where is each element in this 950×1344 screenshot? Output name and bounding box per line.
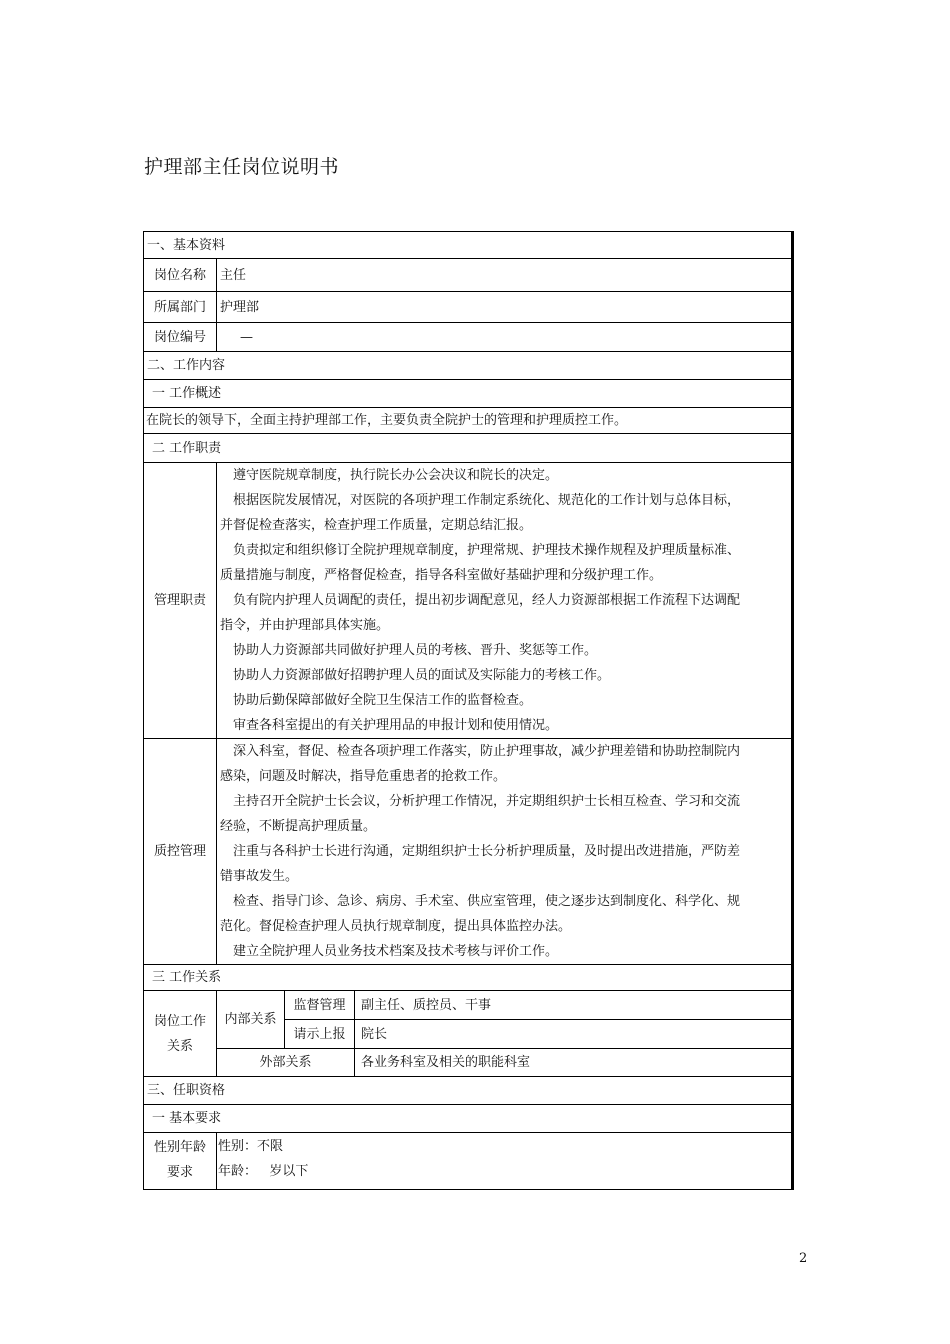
work-relations-label-line2: 关系 xyxy=(166,1038,193,1054)
position-name-label: 岗位名称 xyxy=(144,259,217,292)
department-label: 所属部门 xyxy=(144,292,217,323)
section-row-work-overview xyxy=(144,380,793,408)
supervise-value: 副主任、质控员、干事 xyxy=(355,991,793,1020)
quality-control-label: 质控管理 xyxy=(144,739,217,965)
management-line: 遵守医院规章制度，执行院长办公会决议和院长的决定。 xyxy=(233,468,559,483)
report-value: 院长 xyxy=(355,1020,793,1049)
section-row-basic-requirements xyxy=(144,1105,793,1133)
management-line: 负有院内护理人员调配的责任，提出初步调配意见，经人力资源部根据工作流程下达调配 xyxy=(233,593,741,608)
quality-line: 感染，问题及时解决，指导危重患者的抢救工作。 xyxy=(220,769,507,784)
management-line: 协助人力资源部做好招聘护理人员的面试及实际能力的考核工作。 xyxy=(233,668,611,683)
position-name-value: 主任 xyxy=(217,259,793,292)
age-value: 年龄： 岁以下 xyxy=(218,1164,309,1179)
external-relations-label: 外部关系 xyxy=(217,1049,355,1077)
report-label: 请示上报 xyxy=(285,1020,355,1049)
gender-age-label-line2: 要求 xyxy=(166,1165,193,1180)
management-line: 质量措施与制度，严格督促检查，指导各科室做好基础护理和分级护理工作。 xyxy=(220,568,663,583)
position-code-value: — xyxy=(217,323,793,352)
section-row-work-duties xyxy=(144,434,793,463)
quality-line: 经验，不断提高护理质量。 xyxy=(220,819,377,834)
management-line: 并督促检查落实，检查护理工作质量，定期总结汇报。 xyxy=(220,518,533,533)
quality-line: 注重与各科护士长进行沟通，定期组织护士长分析护理质量，及时提出改进措施，严防差 xyxy=(233,844,741,859)
row-quality-control xyxy=(144,739,793,965)
supervise-label: 监督管理 xyxy=(285,991,355,1020)
section-row-basic-info xyxy=(144,232,793,259)
section-row-work-content xyxy=(144,352,793,380)
section-work-relations: 三 工作关系 xyxy=(144,965,793,991)
external-relations-value: 各业务科室及相关的职能科室 xyxy=(355,1049,793,1077)
section-work-content: 二、工作内容 xyxy=(144,352,793,380)
job-description-table xyxy=(143,231,794,1190)
gender-value: 性别：不限 xyxy=(218,1139,284,1154)
management-duties-content xyxy=(217,463,793,739)
work-relations-label-line1: 岗位工作 xyxy=(153,1013,206,1029)
row-external xyxy=(144,1049,793,1077)
quality-line: 错事故发生。 xyxy=(220,869,299,884)
page-number: 2 xyxy=(799,1251,808,1266)
management-line: 负责拟定和组织修订全院护理规章制度，护理常规、护理技术操作规程及护理质量标准、 xyxy=(233,543,741,558)
section-basic-info: 一、基本资料 xyxy=(144,232,793,259)
document-title: 护理部主任岗位说明书 xyxy=(144,156,340,178)
work-relations-label xyxy=(144,991,217,1077)
quality-control-content xyxy=(217,739,793,965)
management-duties-label: 管理职责 xyxy=(144,463,217,739)
section-work-duties: 二 工作职责 xyxy=(144,434,793,463)
gender-age-label-line1: 性别年龄 xyxy=(153,1140,206,1155)
quality-line: 主持召开全院护士长会议，分析护理工作情况，并定期组织护士长相互检查、学习和交流 xyxy=(233,794,741,809)
row-position-name xyxy=(144,259,793,292)
row-management-duties xyxy=(144,463,793,739)
section-row-qualifications xyxy=(144,1077,793,1105)
row-position-code xyxy=(144,323,793,352)
quality-line: 检查、指导门诊、急诊、病房、手术室、供应室管理，使之逐步达到制度化、科学化、规 xyxy=(233,894,741,909)
section-qualifications: 三、任职资格 xyxy=(144,1077,793,1105)
overview-text: 在院长的领导下，全面主持护理部工作，主要负责全院护士的管理和护理质控工作。 xyxy=(144,408,793,434)
management-line: 审查各科室提出的有关护理用品的申报计划和使用情况。 xyxy=(233,718,559,733)
gender-age-content xyxy=(217,1133,793,1190)
management-line: 协助人力资源部共同做好护理人员的考核、晋升、奖惩等工作。 xyxy=(233,643,598,658)
management-line: 协助后勤保障部做好全院卫生保洁工作的监督检查。 xyxy=(233,693,533,708)
row-overview-text xyxy=(144,408,793,434)
row-department xyxy=(144,292,793,323)
section-row-work-relations xyxy=(144,965,793,991)
department-value: 护理部 xyxy=(217,292,793,323)
row-gender-age xyxy=(144,1133,793,1190)
section-work-overview: 一 工作概述 xyxy=(144,380,793,408)
row-supervise xyxy=(144,991,793,1020)
quality-line: 深入科室，督促、检查各项护理工作落实，防止护理事故，减少护理差错和协助控制院内 xyxy=(233,744,741,759)
position-code-label: 岗位编号 xyxy=(144,323,217,352)
management-line: 指令，并由护理部具体实施。 xyxy=(220,618,390,633)
quality-line: 建立全院护理人员业务技术档案及技术考核与评价工作。 xyxy=(233,944,559,959)
quality-line: 范化。督促检查护理人员执行规章制度，提出具体监控办法。 xyxy=(220,919,572,934)
management-line: 根据医院发展情况，对医院的各项护理工作制定系统化、规范化的工作计划与总体目标， xyxy=(233,493,741,508)
gender-age-label xyxy=(144,1133,217,1190)
internal-relations-label: 内部关系 xyxy=(217,991,285,1049)
section-basic-requirements: 一 基本要求 xyxy=(144,1105,793,1133)
